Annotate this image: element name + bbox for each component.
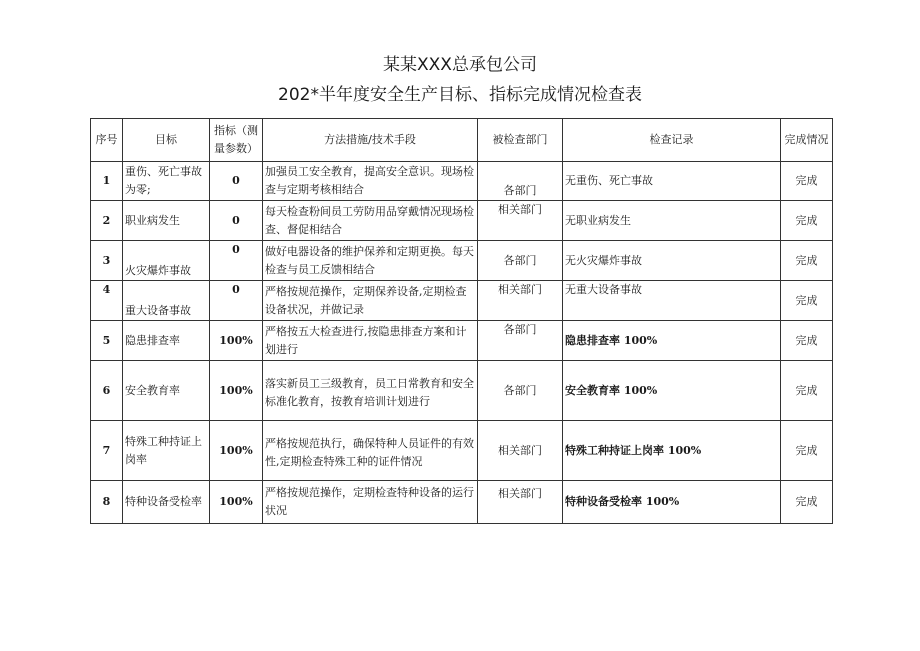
row-no: 8: [91, 481, 123, 524]
row-record: 无重伤、死亡事故: [563, 162, 781, 201]
row-indicator: 0: [210, 281, 263, 321]
row-no: 2: [91, 201, 123, 241]
row-method: 严格按五大检查进行,按隐患排查方案和计划进行: [263, 321, 478, 361]
row-target: 隐患排查率: [123, 321, 210, 361]
row-status: 完成: [781, 281, 833, 321]
row-target: 重大设备事故: [123, 281, 210, 321]
row-no: 1: [91, 162, 123, 201]
row-dept: 各部门: [478, 321, 563, 361]
table-row: [91, 281, 833, 321]
row-target: 重伤、死亡事故为零;: [123, 162, 210, 201]
table-row: [91, 361, 833, 421]
table-row: [91, 481, 833, 524]
row-record: 安全教育率 100%: [563, 361, 781, 421]
header-seq: 序号: [91, 119, 123, 162]
row-record: 特种设备受检率 100%: [563, 481, 781, 524]
row-method: 严格按规范操作，定期检查特种设备的运行状况: [263, 481, 478, 524]
row-no: 5: [91, 321, 123, 361]
row-record: 无重大设备事故: [563, 281, 781, 321]
row-indicator: 0: [210, 162, 263, 201]
row-status: 完成: [781, 421, 833, 481]
company-title: 某某XXX总承包公司: [383, 55, 537, 75]
row-record: 特殊工种持证上岗率 100%: [563, 421, 781, 481]
table-row: [91, 241, 833, 281]
row-indicator: 0: [210, 241, 263, 281]
row-status: 完成: [781, 361, 833, 421]
header-indicator: 指标（测量参数）: [210, 119, 263, 162]
header-method: 方法措施/技术手段: [263, 119, 478, 162]
row-method: 加强员工安全教育，提高安全意识。现场检查与定期考核相结合: [263, 162, 478, 201]
row-no: 4: [91, 281, 123, 321]
row-target: 特殊工种持证上岗率: [123, 421, 210, 481]
row-indicator: 100%: [210, 361, 263, 421]
page-title: 202*半年度安全生产目标、指标完成情况检查表: [278, 85, 642, 105]
row-dept: 各部门: [478, 361, 563, 421]
row-indicator: 100%: [210, 481, 263, 524]
row-status: 完成: [781, 241, 833, 281]
row-method: 落实新员工三级教育，员工日常教育和安全标准化教育，按教育培训计划进行: [263, 361, 478, 421]
table-row: [91, 162, 833, 201]
row-target: 特种设备受检率: [123, 481, 210, 524]
row-dept: 相关部门: [478, 281, 563, 321]
row-method: 严格按规范操作，定期保养设备,定期检查设备状况，并做记录: [263, 281, 478, 321]
row-record: 无火灾爆炸事故: [563, 241, 781, 281]
row-method: 严格按规范执行，确保特种人员证件的有效性,定期检查特殊工种的证件情况: [263, 421, 478, 481]
table-row: [91, 201, 833, 241]
header-record: 检查记录: [563, 119, 781, 162]
header-dept: 被检查部门: [478, 119, 563, 162]
row-target: 职业病发生: [123, 201, 210, 241]
row-status: 完成: [781, 162, 833, 201]
table-row: [91, 321, 833, 361]
row-target: 安全教育率: [123, 361, 210, 421]
row-indicator: 100%: [210, 321, 263, 361]
row-status: 完成: [781, 321, 833, 361]
row-record: 隐患排查率 100%: [563, 321, 781, 361]
row-dept: 相关部门: [478, 201, 563, 241]
row-status: 完成: [781, 481, 833, 524]
row-dept: 相关部门: [478, 481, 563, 524]
header-status: 完成情况: [781, 119, 833, 162]
row-target: 火灾爆炸事故: [123, 241, 210, 281]
inspection-table: [90, 118, 833, 524]
row-record: 无职业病发生: [563, 201, 781, 241]
row-method: 每天检查粉间员工劳防用品穿戴情况现场检查、督促相结合: [263, 201, 478, 241]
header-target: 目标: [123, 119, 210, 162]
row-no: 3: [91, 241, 123, 281]
row-indicator: 100%: [210, 421, 263, 481]
row-indicator: 0: [210, 201, 263, 241]
table-row: [91, 421, 833, 481]
row-no: 7: [91, 421, 123, 481]
row-dept: 各部门: [478, 241, 563, 281]
row-no: 6: [91, 361, 123, 421]
row-status: 完成: [781, 201, 833, 241]
row-dept: 各部门: [478, 162, 563, 201]
table-header-row: [91, 119, 833, 162]
row-method: 做好电器设备的维护保养和定期更换。每天检查与员工反馈相结合: [263, 241, 478, 281]
row-dept: 相关部门: [478, 421, 563, 481]
